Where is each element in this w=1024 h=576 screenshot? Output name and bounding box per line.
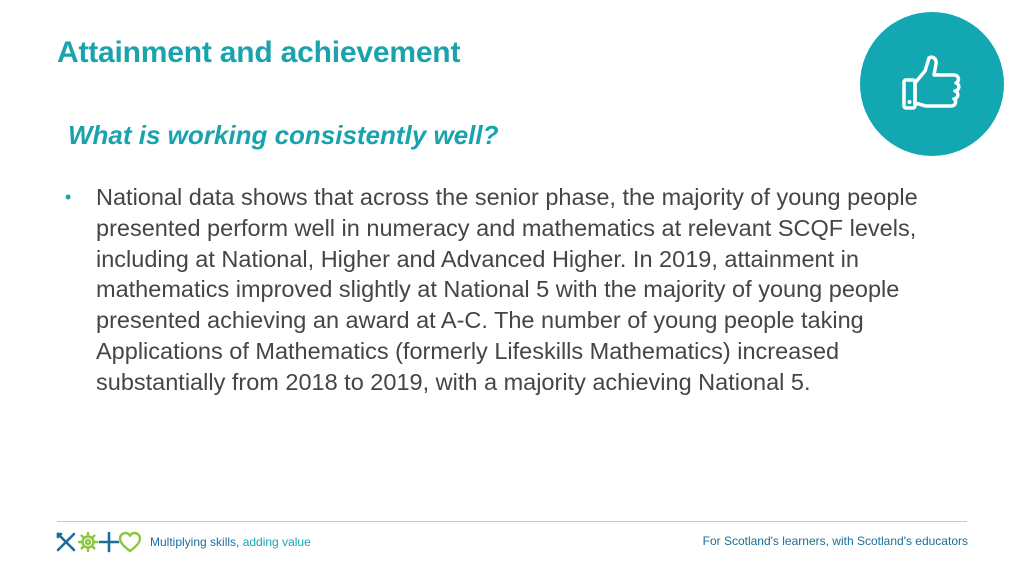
footer-tagline [150, 535, 311, 549]
tagline-accent: adding value [239, 535, 311, 549]
thumbs-up-icon [898, 50, 966, 118]
footer-right-text: For Scotland's learners, with Scotland's educators [702, 534, 968, 548]
education-scotland-logo [55, 530, 141, 556]
multiply-icon [58, 534, 74, 550]
bullet-marker: • [65, 187, 72, 207]
slide-subtitle: What is working consistently well? [68, 120, 499, 150]
plus-icon [100, 533, 118, 551]
bullet-list [65, 182, 970, 398]
footer-divider [57, 521, 967, 522]
bullet-text: National data shows that across the senior phase, the majority of young people presented perform well in numeracy and mathematics at relevant SCQF levels, including at National, Higher and Advanced Higher. In 2019, attainment in mathematics improved slightly at National 5 with the majority of young people presented achieving an award at A-C. The number of young people taking Applications of Mathematics (formerly Lifeskills Mathematics) increased substantially from 2018 to 2019, with a majority achieving National 5. [96, 184, 918, 395]
bullet-item [65, 182, 970, 398]
gear-icon [79, 533, 97, 551]
tagline-main: Multiplying skills, [150, 535, 240, 549]
heart-icon [120, 533, 140, 551]
thumbs-up-badge [860, 12, 1004, 156]
slide-title: Attainment and achievement [57, 36, 461, 69]
